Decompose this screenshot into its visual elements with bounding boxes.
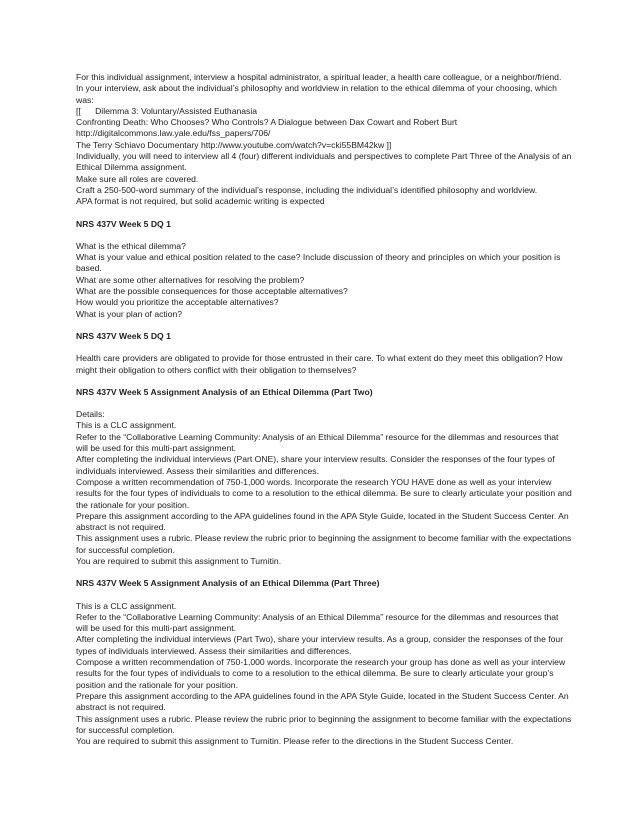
intro-line: APA format is not required, but solid academic writing is expected <box>76 196 325 207</box>
body-line: You are required to submit this assignment to Turnitin. Please refer to the directions in the Student Success Center. <box>76 736 514 747</box>
body-line: What is the ethical dilemma? <box>76 240 186 251</box>
body-line: What are some other alternatives for resolving the problem? <box>76 274 305 285</box>
intro-block <box>76 72 572 208</box>
body-line: You are required to submit this assignment to Turnitin. <box>76 555 282 566</box>
body-line: What are the possible consequences for those acceptable alternatives? <box>76 286 348 297</box>
section-body <box>76 601 572 748</box>
section-heading: NRS 437V Week 5 DQ 1 <box>76 330 171 341</box>
body-line: How would you prioritize the acceptable alternatives? <box>76 297 279 308</box>
body-line: What is your plan of action? <box>76 308 183 319</box>
section-body <box>76 241 572 320</box>
body-line: What is your value and ethical position related to the case? Include discussion of theory and principles on which your position is based. <box>76 252 561 274</box>
body-line: This assignment uses a rubric. Please review the rubric prior to beginning the assignment to become familiar with the expectations for successful completion. <box>76 713 572 735</box>
body-line: Details: <box>76 409 105 420</box>
body-line: After completing the individual interviews (Part Two), share your interview results. As a group, consider the responses of the four types of individuals interviewed. Assess their similarities and differences. <box>76 634 564 656</box>
intro-line: Make sure all roles are covered. <box>76 173 199 184</box>
body-line: Compose a written recommendation of 750-1,000 words. Incorporate the research YOU HAVE done as well as your interview results for the four types of individuals to come to a resolution to the ethical dilemma. Be sure to clearly articulate your position and the rationale for your position. <box>76 476 572 510</box>
section-heading: NRS 437V Week 5 Assignment Analysis of an Ethical Dilemma (Part Three) <box>76 578 380 589</box>
body-line: This is a CLC assignment. <box>76 420 177 431</box>
body-line: Refer to the “Collaborative Learning Community: Analysis of an Ethical Dilemma” resource for the dilemmas and resources that will be used for this multi-part assignment. <box>76 431 559 454</box>
section-heading: NRS 437V Week 5 DQ 1 <box>76 218 171 229</box>
body-line: After completing the individual interviews (Part ONE), share your interview results. Consider the responses of the four types of individuals interviewed. Assess their similarities and differences. <box>76 454 555 476</box>
body-line: This assignment uses a rubric. Please review the rubric prior to beginning the assignment to become familiar with the expectations for successful completion. <box>76 533 572 555</box>
body-line: Refer to the “Collaborative Learning Community: Analysis of an Ethical Dilemma” resource for the dilemmas and resources that will be used for this multi-part assignment. <box>76 611 559 634</box>
intro-line: Confronting Death: Who Chooses? Who Controls? A Dialogue between Dax Cowart and Robert Burt <box>76 117 458 128</box>
intro-line: [[ Dilemma 3: Voluntary/Assisted Euthanasia <box>76 105 258 116</box>
body-line: Compose a written recommendation of 750-1,000 words. Incorporate the research your group has done as well as your interview results for the four types of individuals to come to a resolution to the ethical dilemma. Be sure to clearly articulate your group’s position and the rationale for your position. <box>76 657 566 690</box>
section-body <box>76 353 572 376</box>
intro-line: In your interview, ask about the individual’s philosophy and worldview in relation to the ethical dilemma of your choosing, which was: <box>76 83 557 105</box>
body-line: Prepare this assignment according to the APA guidelines found in the APA Style Guide, located in the Student Success Center. An abstract is not required. <box>76 510 569 533</box>
section-heading: NRS 437V Week 5 Assignment Analysis of an Ethical Dilemma (Part Two) <box>76 386 373 397</box>
body-line: Health care providers are obligated to provide for those entrusted in their care. To what extent do they meet this obligation? How might their obligation to others conflict with their obligation to themselves? <box>76 353 563 375</box>
body-line: This is a CLC assignment. <box>76 600 177 611</box>
intro-line: Individually, you will need to interview all 4 (four) different individuals and perspectives to complete Part Three of the Analysis of an Ethical Dilemma assignment. <box>76 151 572 173</box>
body-line: Prepare this assignment according to the APA guidelines found in the APA Style Guide, located in the Student Success Center. An abstract is not required. <box>76 690 569 713</box>
intro-line: For this individual assignment, interview a hospital administrator, a spiritual leader, a health care colleague, or a neighbor/friend. <box>76 72 562 82</box>
intro-line: Craft a 250-500-word summary of the individual’s response, including the individual’s identified philosophy and worldview. <box>76 184 538 195</box>
intro-line: The Terry Schiavo Documentary http://www.youtube.com/watch?v=cki55BM42kw ]] <box>76 139 392 150</box>
section-body <box>76 409 572 567</box>
intro-link[interactable]: http://digitalcommons.law.yale.edu/fss_papers/706/ <box>76 128 271 139</box>
